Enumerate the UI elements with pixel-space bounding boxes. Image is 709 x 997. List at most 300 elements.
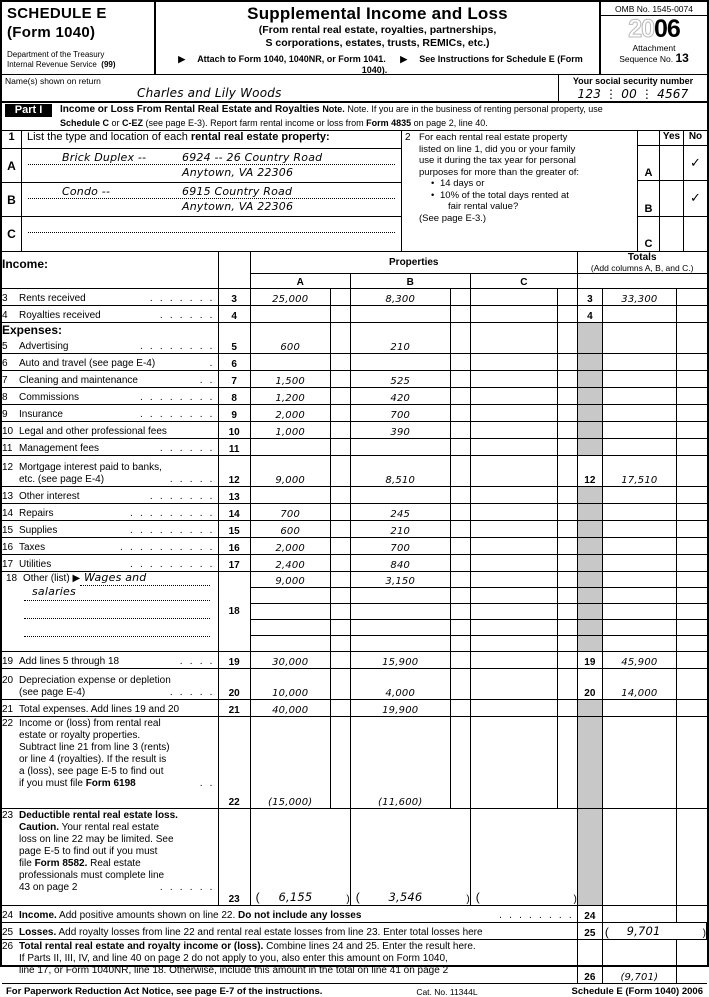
line-22-text-4: or line 4 (royalties). If the result is <box>19 754 167 765</box>
line-18-total-cents-blank <box>676 572 706 588</box>
line-11-cents-c[interactable] <box>557 439 577 456</box>
line-24-number-box: 24 <box>577 906 602 923</box>
line-18e-cents-c[interactable] <box>557 636 577 652</box>
property-letter-a: A <box>2 149 22 182</box>
line-26-cents[interactable] <box>676 940 706 984</box>
line-18-cents-a[interactable] <box>330 572 350 588</box>
line-3-amount-a[interactable]: 25,000 <box>250 289 330 306</box>
schedule-title: SCHEDULE E <box>7 5 107 22</box>
shaded-cell <box>577 521 602 538</box>
line-18d-total-blank <box>602 620 676 636</box>
line-7-cents-c[interactable] <box>557 371 577 388</box>
line-13-amount-c[interactable] <box>470 487 557 504</box>
line-18-cents-c[interactable] <box>557 572 577 588</box>
line-7-total-cents-blank <box>676 371 706 388</box>
line-12-total[interactable]: 17,510 <box>602 456 676 487</box>
ssn-sep-2: ⋮ <box>640 87 654 101</box>
yes-no-row-b <box>638 181 707 216</box>
line-17-amount-a[interactable]: 2,400 <box>250 555 330 572</box>
line-12-cents-a[interactable] <box>330 456 350 487</box>
yes-no-row-c <box>638 217 707 251</box>
yes-checkbox-c[interactable] <box>660 217 684 251</box>
table-row <box>2 521 707 538</box>
line-8-cents-b[interactable] <box>450 388 470 405</box>
line-19-cents-c[interactable] <box>557 652 577 669</box>
line-21-cents-b[interactable] <box>450 700 470 717</box>
line-4-total[interactable] <box>602 306 676 323</box>
line-23-text-2: Caution. Your rental real estate <box>19 822 160 833</box>
omb-number: OMB No. 1545-0074 <box>601 2 707 16</box>
dot-leader: . . . . . . <box>159 310 215 321</box>
line-22-total-blank <box>602 717 676 809</box>
line-6-cents-b[interactable] <box>450 354 470 371</box>
line-9-cents-c[interactable] <box>557 405 577 422</box>
line-2-see-page: (See page E-3.) <box>419 212 487 224</box>
part-1-title: Income or Loss From Rental Real Estate and Royalties <box>60 104 320 115</box>
column-c-header: C <box>470 274 577 289</box>
line-10-total-cents-blank <box>676 422 706 439</box>
line-12-amount-c[interactable] <box>470 456 557 487</box>
line-1-number: 1 <box>2 131 22 148</box>
line-18b-cents-c[interactable] <box>557 588 577 604</box>
page-title: Supplemental Income and Loss <box>247 4 508 23</box>
line-17-total-blank <box>602 555 676 572</box>
line-14-cents-b[interactable] <box>450 504 470 521</box>
line-21-cents-a[interactable] <box>330 700 350 717</box>
line-22-amount-b[interactable]: (11,600) <box>350 717 450 809</box>
line-16-cents-b[interactable] <box>450 538 470 555</box>
paren-open: ( <box>355 890 360 904</box>
line-13-cents-c[interactable] <box>557 487 577 504</box>
line-10-description: 10 Legal and other professional fees <box>2 422 218 439</box>
line-14-amount-b[interactable]: 245 <box>350 504 450 521</box>
line-10-cents-a[interactable] <box>330 422 350 439</box>
line-14-amount-a[interactable]: 700 <box>250 504 330 521</box>
attach-instructions-row <box>156 54 599 75</box>
line-19-number-box: 19 <box>218 652 250 669</box>
line-10-amount-a[interactable]: 1,000 <box>250 422 330 439</box>
property-entry-b[interactable] <box>22 183 401 216</box>
line-6-cents-a[interactable] <box>330 354 350 371</box>
line-8-amount-a[interactable]: 1,200 <box>250 388 330 405</box>
line-19-amount-b[interactable]: 15,900 <box>350 652 450 669</box>
line-18b-amount-b[interactable] <box>350 588 450 604</box>
line-7-amount-b[interactable]: 525 <box>350 371 450 388</box>
line-4-amount-a[interactable] <box>250 306 330 323</box>
line-11-description: 11 Management fees . . . . . . <box>2 439 218 456</box>
totals-subheader: (Add columns A, B, and C.) <box>590 263 694 273</box>
line-18d-cents-b[interactable] <box>450 620 470 636</box>
line-17-amount-b[interactable]: 840 <box>350 555 450 572</box>
property-row-a[interactable] <box>2 149 401 183</box>
line-11-cents-a[interactable] <box>330 439 350 456</box>
line-12-amount-b[interactable]: 8,510 <box>350 456 450 487</box>
line-18e-total-cents-blank <box>676 636 706 652</box>
line-3-amount-c[interactable] <box>470 289 557 306</box>
line-20-amount-a[interactable]: 10,000 <box>250 669 330 700</box>
line-18e-cents-b[interactable] <box>450 636 470 652</box>
header-left-block <box>2 2 156 74</box>
dot-leader: . . . . . . . . <box>499 910 574 921</box>
line-25-cents[interactable]: ) <box>676 923 706 940</box>
line-21-total-cents-blank <box>676 700 706 717</box>
property-entry-a[interactable] <box>22 149 401 182</box>
line-16-cents-c[interactable] <box>557 538 577 555</box>
line-11-number-box: 11 <box>218 439 250 456</box>
line-3-cents-a[interactable] <box>330 289 350 306</box>
line-8-number-box: 8 <box>218 388 250 405</box>
dot-leader: . . . . . . . . . <box>130 559 215 570</box>
line-23-total-cents-blank <box>676 809 706 906</box>
paren-open: ( <box>255 890 260 904</box>
line-7-cents-b[interactable] <box>450 371 470 388</box>
line-24-value[interactable] <box>602 906 676 923</box>
line-4-amount-b[interactable] <box>350 306 450 323</box>
line-23-amount-a[interactable]: ( 6,155 <box>250 809 330 906</box>
line-6-amount-a[interactable] <box>250 354 330 371</box>
line-23-text-7: 43 on page 2 . . . . . . <box>2 882 218 894</box>
line-20-total-cents[interactable] <box>676 669 706 700</box>
department-code: (99) <box>101 59 116 69</box>
line-21-amount-b[interactable]: 19,900 <box>350 700 450 717</box>
line-23-cents-b[interactable]: ) <box>450 809 470 906</box>
line-20-total[interactable]: 14,000 <box>602 669 676 700</box>
line-17-amount-c[interactable] <box>470 555 557 572</box>
line-22-amount-c[interactable] <box>470 717 557 809</box>
line-21-description: 21 Total expenses. Add lines 19 and 20 <box>2 700 218 717</box>
line-4-amount-c[interactable] <box>470 306 557 323</box>
line-11-amount-c[interactable] <box>470 439 557 456</box>
line-18c-amount-c[interactable] <box>470 604 557 620</box>
paren-open: ( <box>475 890 480 904</box>
line-4-cents-b[interactable] <box>450 306 470 323</box>
line-8-amount-b[interactable]: 420 <box>350 388 450 405</box>
line-22-cents-c[interactable] <box>557 717 577 809</box>
line-7-amount-a[interactable]: 1,500 <box>250 371 330 388</box>
line-15-cents-c[interactable] <box>557 521 577 538</box>
line-20-cents-b[interactable] <box>450 669 470 700</box>
line-5-amount-c[interactable] <box>470 323 557 354</box>
line-18c-cents-b[interactable] <box>450 604 470 620</box>
line-4-total-number: 4 <box>577 306 602 323</box>
line-11-cents-b[interactable] <box>450 439 470 456</box>
line-15-amount-c[interactable] <box>470 521 557 538</box>
line-17-cents-b[interactable] <box>450 555 470 572</box>
income-expense-table <box>2 252 707 984</box>
line-23-text-4: page E-5 to find out if you must <box>19 846 158 857</box>
line-18-amount-c[interactable] <box>470 572 557 588</box>
line-18d-amount-c[interactable] <box>470 620 557 636</box>
line-14-amount-c[interactable] <box>470 504 557 521</box>
line-18c-total-blank <box>602 604 676 620</box>
line-19-cents-b[interactable] <box>450 652 470 669</box>
shaded-cell <box>577 588 602 604</box>
line-5-amount-a[interactable]: 600 <box>250 323 330 354</box>
line-18-cents-b[interactable] <box>450 572 470 588</box>
line-21-amount-a[interactable]: 40,000 <box>250 700 330 717</box>
line-9-cents-b[interactable] <box>450 405 470 422</box>
line-18b-total-blank <box>602 588 676 604</box>
line-3-total-cents[interactable] <box>676 289 706 306</box>
line-19-total[interactable]: 45,900 <box>602 652 676 669</box>
shaded-cell <box>577 371 602 388</box>
line-16-number-box: 16 <box>218 538 250 555</box>
line-23-amount-b[interactable]: ( 3,546 <box>350 809 450 906</box>
line-23-cents-a[interactable]: ) <box>330 809 350 906</box>
line-5-cents-b[interactable] <box>450 323 470 354</box>
table-row <box>2 306 707 323</box>
line-23-text-6: professionals must complete line <box>19 870 165 881</box>
line-1-properties <box>2 131 402 251</box>
dot-leader: . . . . . . . . . <box>130 508 215 519</box>
line-2-number: 2 <box>405 132 411 143</box>
subtitle-line-1: (From rental real estate, royalties, partnerships, <box>258 24 497 36</box>
line-18e-cents-a[interactable] <box>330 636 350 652</box>
line-16-amount-a[interactable]: 2,000 <box>250 538 330 555</box>
line-12-cents-b[interactable] <box>450 456 470 487</box>
line-6-amount-b[interactable] <box>350 354 450 371</box>
line-8-cents-a[interactable] <box>330 388 350 405</box>
check-icon: ✓ <box>690 155 701 171</box>
line-3-total[interactable]: 33,300 <box>602 289 676 306</box>
department-text <box>7 50 150 69</box>
line-7-amount-c[interactable] <box>470 371 557 388</box>
line-14-total-blank <box>602 504 676 521</box>
line-18c-cents-c[interactable] <box>557 604 577 620</box>
line-12-amount-a[interactable]: 9,000 <box>250 456 330 487</box>
line-9-cents-a[interactable] <box>330 405 350 422</box>
table-row <box>2 504 707 521</box>
shaded-cell <box>577 555 602 572</box>
line-23-amount-c[interactable] <box>470 809 557 906</box>
table-row <box>2 669 707 700</box>
line-3-amount-b[interactable]: 8,300 <box>350 289 450 306</box>
line-22-cents-b[interactable] <box>450 717 470 809</box>
line-19-amount-c[interactable] <box>470 652 557 669</box>
line-26-value[interactable]: (9,701) <box>602 940 676 984</box>
line-18c-amount-a[interactable] <box>250 604 330 620</box>
line-18-amount-a[interactable]: 9,000 <box>250 572 330 588</box>
line-21-cents-c[interactable] <box>557 700 577 717</box>
yes-no-letter-spacer <box>638 131 660 145</box>
line-26-text-3: line 17, or Form 1040NR, line 18. Otherwise, include this amount in the total on line 41 on page 2 <box>19 965 449 976</box>
line-13-cents-a[interactable] <box>330 487 350 504</box>
line-18e-amount-c[interactable] <box>470 636 557 652</box>
no-checkbox-c[interactable] <box>684 217 707 251</box>
line-18d-cents-c[interactable] <box>557 620 577 636</box>
name-field-cell[interactable] <box>2 75 559 101</box>
line-15-cents-a[interactable] <box>330 521 350 538</box>
line-7-cents-a[interactable] <box>330 371 350 388</box>
line-18-amount-b[interactable]: 3,150 <box>350 572 450 588</box>
line-23-text-5: file Form 8582. Real estate <box>19 858 141 869</box>
line-6-cents-c[interactable] <box>557 354 577 371</box>
property-row-c[interactable] <box>2 217 401 251</box>
yes-no-header <box>638 131 707 146</box>
line-22-number-box: 22 <box>218 717 250 809</box>
arrow-icon: ▶ <box>178 54 186 64</box>
line-19-cents-a[interactable] <box>330 652 350 669</box>
shaded-cell <box>577 388 602 405</box>
line-8-cents-c[interactable] <box>557 388 577 405</box>
line-5-amount-b[interactable]: 210 <box>350 323 450 354</box>
line-22-cents-a[interactable] <box>330 717 350 809</box>
line-20-cents-a[interactable] <box>330 669 350 700</box>
line-23-cents-c[interactable]: ) <box>557 809 577 906</box>
line-10-amount-c[interactable] <box>470 422 557 439</box>
line-13-amount-b[interactable] <box>350 487 450 504</box>
line-18d-cents-a[interactable] <box>330 620 350 636</box>
line-22-total-cents-blank <box>676 717 706 809</box>
line-18c-cents-a[interactable] <box>330 604 350 620</box>
line-4-cents-c[interactable] <box>557 306 577 323</box>
line-20-cents-c[interactable] <box>557 669 577 700</box>
line-12-total-cents[interactable] <box>676 456 706 487</box>
line-7-description: 7 Cleaning and maintenance . . <box>2 371 218 388</box>
dotted-rule <box>28 232 395 233</box>
line-18b-cents-a[interactable] <box>330 588 350 604</box>
shaded-cell <box>577 405 602 422</box>
line-2-bullets <box>419 178 635 213</box>
line-18e-amount-a[interactable] <box>250 636 330 652</box>
paren-open: ( <box>604 925 609 939</box>
no-checkbox-a[interactable] <box>684 146 707 180</box>
line-16-total-blank <box>602 538 676 555</box>
line-25-value-cell[interactable]: ( 9,701 <box>602 923 676 940</box>
line-18b-cents-b[interactable] <box>450 588 470 604</box>
dot-leader: . . . . . . <box>159 443 215 454</box>
line-22-amount-a[interactable]: (15,000) <box>250 717 330 809</box>
shaded-cell <box>577 439 602 456</box>
line-15-amount-b[interactable]: 210 <box>350 521 450 538</box>
line-9-amount-c[interactable] <box>470 405 557 422</box>
line-17-cents-c[interactable] <box>557 555 577 572</box>
line-20-amount-c[interactable] <box>470 669 557 700</box>
yes-checkbox-a[interactable] <box>660 146 684 180</box>
line-10-cents-b[interactable] <box>450 422 470 439</box>
line-21-amount-c[interactable] <box>470 700 557 717</box>
column-b-header: B <box>350 274 470 289</box>
line-17-total-cents-blank <box>676 555 706 572</box>
line-12-text-1: 12 Mortgage interest paid to banks, <box>2 462 162 473</box>
form-footer <box>2 984 707 997</box>
part-1-text <box>52 103 603 130</box>
line-18-number-box: 18 <box>218 572 250 652</box>
line-11-amount-b[interactable] <box>350 439 450 456</box>
line-19-amount-a[interactable]: 30,000 <box>250 652 330 669</box>
table-row <box>2 456 707 487</box>
line-23-text-1: 23 Deductible rental real estate loss. <box>2 810 178 821</box>
check-icon: ✓ <box>690 190 701 206</box>
line-6-total-blank <box>602 354 676 371</box>
table-header-row-1 <box>2 252 707 274</box>
line-9-description: 9 Insurance . . . . . . . . <box>2 405 218 422</box>
line-18b-amount-a[interactable] <box>250 588 330 604</box>
line-18b-amount-c[interactable] <box>470 588 557 604</box>
line-4-total-cents[interactable] <box>676 306 706 323</box>
line-8-amount-c[interactable] <box>470 388 557 405</box>
taxpayer-name-row <box>2 75 707 103</box>
line-6-description: 6 Auto and travel (see page E-4) . <box>2 354 218 371</box>
line-14-cents-a[interactable] <box>330 504 350 521</box>
line-18-label-row: 18 Other (list) ▶ <box>6 573 81 584</box>
line-11-total-blank <box>602 439 676 456</box>
line-9-amount-a[interactable]: 2,000 <box>250 405 330 422</box>
line-2-text-2: listed on line 1, did you or your family <box>419 143 576 155</box>
line-14-cents-c[interactable] <box>557 504 577 521</box>
no-checkbox-b[interactable] <box>684 181 707 215</box>
line-3-number-box: 3 <box>218 289 250 306</box>
line-5-cents-c[interactable] <box>557 323 577 354</box>
line-22-text-1: 22 Income or (loss) from rental real <box>2 718 161 729</box>
line-5-cents-a[interactable] <box>330 323 350 354</box>
yes-no-letter-c: C <box>638 217 660 251</box>
line-15-cents-b[interactable] <box>450 521 470 538</box>
line-24-description: 24 Income. Add positive amounts shown on line 22. Do not include any losses . . . . . . . . <box>2 906 577 923</box>
dot-leader: . . <box>199 778 215 789</box>
line-16-amount-c[interactable] <box>470 538 557 555</box>
table-row <box>2 422 707 439</box>
line-16-amount-b[interactable]: 700 <box>350 538 450 555</box>
line-12-total-number: 12 <box>577 456 602 487</box>
line-15-amount-a[interactable]: 600 <box>250 521 330 538</box>
line-18c-amount-b[interactable] <box>350 604 450 620</box>
line-11-amount-a[interactable] <box>250 439 330 456</box>
line-19-total-cents[interactable] <box>676 652 706 669</box>
line-22-text-3: Subtract line 21 from line 3 (rents) <box>19 742 170 753</box>
ssn-field-cell[interactable] <box>559 75 707 101</box>
line-2-question <box>402 131 707 251</box>
line-14-total-cents-blank <box>676 504 706 521</box>
line-3-total-number: 3 <box>577 289 602 306</box>
line-24-cents[interactable] <box>676 906 706 923</box>
line-4-cents-a[interactable] <box>330 306 350 323</box>
line-18d-amount-a[interactable] <box>250 620 330 636</box>
line-18d-amount-b[interactable] <box>350 620 450 636</box>
line-8-total-blank <box>602 388 676 405</box>
line-19-description: 19 Add lines 5 through 18 . . . . <box>2 652 218 669</box>
table-row <box>2 371 707 388</box>
property-row-b[interactable] <box>2 183 401 217</box>
catalog-number: Cat. No. 11344L <box>416 986 478 997</box>
shaded-cell <box>577 323 602 354</box>
line-10-cents-c[interactable] <box>557 422 577 439</box>
income-section-label: Income: <box>2 252 218 289</box>
line-12-cents-c[interactable] <box>557 456 577 487</box>
line-16-cents-a[interactable] <box>330 538 350 555</box>
line-10-amount-b[interactable]: 390 <box>350 422 450 439</box>
property-entry-c[interactable] <box>22 217 401 251</box>
line-17-cents-a[interactable] <box>330 555 350 572</box>
line-7-number-box: 7 <box>218 371 250 388</box>
header-title-block <box>156 2 601 74</box>
yes-checkbox-b[interactable] <box>660 181 684 215</box>
table-row <box>2 700 707 717</box>
line-6-total-cents-blank <box>676 354 706 371</box>
line-18e-amount-b[interactable] <box>350 636 450 652</box>
name-label: Name(s) shown on return <box>5 76 101 86</box>
line-6-amount-c[interactable] <box>470 354 557 371</box>
line-3-cents-b[interactable] <box>450 289 470 306</box>
property-address-b: 6915 Country Road <box>182 185 293 198</box>
line-9-amount-b[interactable]: 700 <box>350 405 450 422</box>
line-20-amount-b[interactable]: 4,000 <box>350 669 450 700</box>
line-3-cents-c[interactable] <box>557 289 577 306</box>
line-2-bullet-2: • 10% of the total days rented at fair rental value? <box>440 190 635 213</box>
line-13-cents-b[interactable] <box>450 487 470 504</box>
table-row <box>2 717 707 809</box>
line-13-amount-a[interactable] <box>250 487 330 504</box>
